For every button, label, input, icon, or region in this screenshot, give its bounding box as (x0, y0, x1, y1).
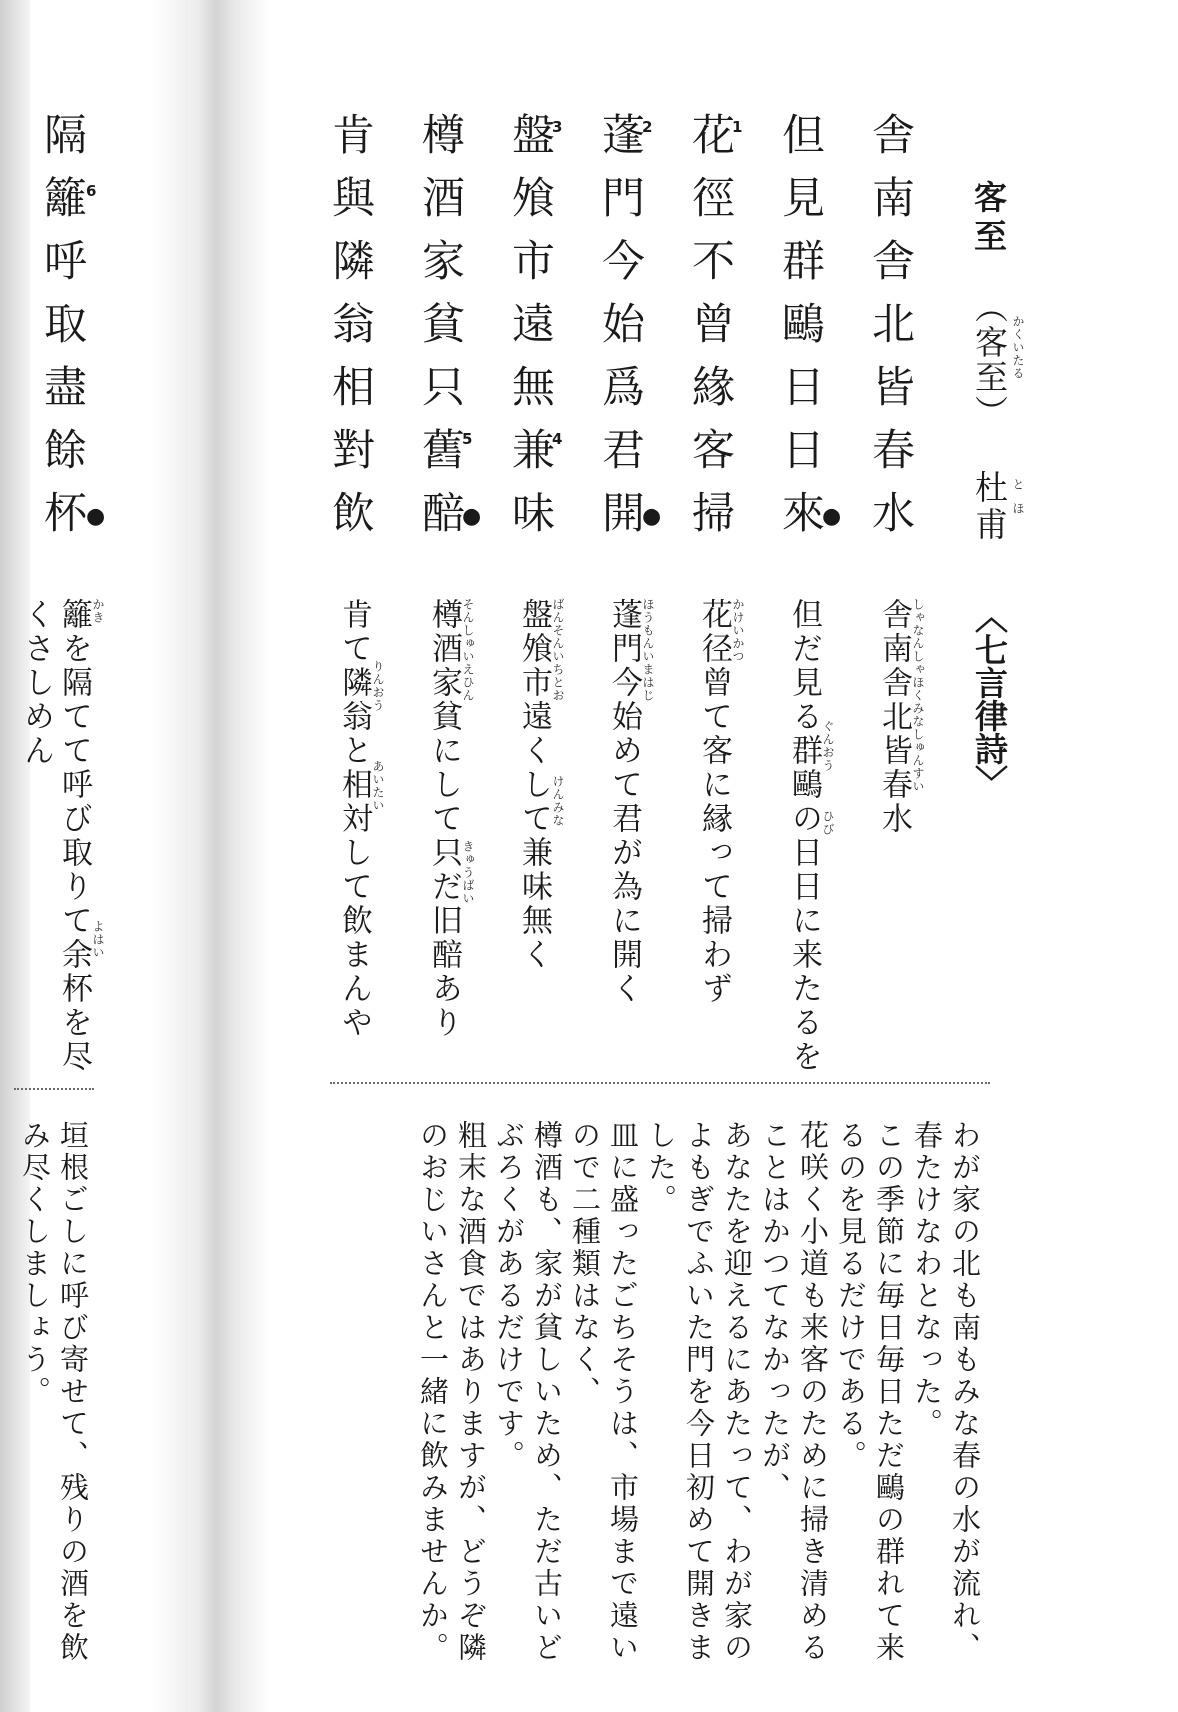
reading-line-3: 花径曾て客に縁って掃わず (696, 598, 732, 1006)
rhyme-dot-icon: ● (822, 504, 842, 529)
note-marker-6: 6 (86, 182, 97, 200)
reading-line-6: 樽酒家貧にして只だ旧醅あり (426, 598, 462, 1040)
translation-line: ので二種類はなく、 (568, 1120, 602, 1408)
dotted-divider (330, 1082, 990, 1084)
furigana: あいたい (371, 760, 385, 812)
kanbun-line-6: 樽酒家貧只舊醅 (415, 112, 465, 553)
translation-line: のおじいさんと一緒に飲みませんか。 (416, 1120, 450, 1664)
note-marker-5: 5 (462, 430, 473, 448)
furigana: かけいかつ (731, 598, 745, 663)
translation-line: 春たけなわとなった。 (910, 1120, 944, 1440)
kanbun-line-8: 隔籬呼取盡餘杯 (37, 112, 87, 553)
reading-line-2: 但だ見る群鷗の日日に来たるを (786, 598, 822, 1074)
translation-line: あなたを迎えるにあたって、わが家の (720, 1120, 754, 1664)
reading-line-8a: 籬を隔てて呼び取りて余杯を尽 (56, 598, 92, 1074)
furigana: ひび (821, 810, 835, 836)
rhyme-dot-icon: ● (86, 504, 106, 529)
poem-title: 客至 (969, 180, 1008, 258)
note-marker-4: 4 (552, 430, 563, 448)
translation-line: 樽酒も、家が貧しいため、ただ古いど (530, 1120, 564, 1664)
poem-genre: 〈七言律詩〉 (970, 600, 1009, 798)
furigana: けんみな (551, 775, 565, 827)
kanbun-line-5: 盤飧市遠無兼味 (505, 112, 555, 553)
rhyme-dot-icon: ● (462, 504, 482, 529)
furigana: よはい (91, 920, 105, 959)
furigana: きゅうばい (461, 840, 475, 905)
translation-line: 粗末な酒食ではありますが、どうぞ隣 (454, 1120, 488, 1664)
rhyme-dot-icon: ● (642, 504, 662, 529)
furigana: りんおう (371, 660, 385, 712)
title-furigana: かくいたる (1011, 315, 1025, 380)
note-marker-2: 2 (642, 118, 653, 136)
translation-line: み尽くしましょう。 (18, 1120, 52, 1408)
furigana: ぐんおう (821, 720, 835, 772)
note-marker-1: 1 (732, 118, 743, 136)
furigana: ほうもんいまはじ (641, 598, 655, 702)
page-edge-shadow (0, 0, 30, 1712)
furigana: しゃなんしゃほくみなしゅんすい (911, 598, 925, 793)
translation-line: るのを見るだけである。 (834, 1120, 868, 1472)
translation-line: 垣根ごしに呼び寄せて、残りの酒を飲 (56, 1120, 90, 1664)
author-furigana: とほ (1011, 478, 1025, 526)
dotted-divider-left (14, 1088, 94, 1090)
translation-line: 花咲く小道も来客のために掃き清める (796, 1120, 830, 1664)
furigana: ばんそんいちとお (551, 598, 565, 702)
translation-line: した。 (644, 1120, 678, 1216)
reading-line-5: 盤飧市遠くして兼味無く (516, 598, 552, 972)
book-gutter-shadow (150, 0, 270, 1712)
translation-line: よもぎでふいた門を今日初めて開きま (682, 1120, 716, 1664)
furigana: そんしゅいえひん (461, 598, 475, 702)
reading-line-4: 蓬門今始めて君が為に開く (606, 598, 642, 1006)
kanbun-line-3: 花徑不曾緣客掃 (685, 112, 735, 553)
translation-line: わが家の北も南もみな春の水が流れ、 (948, 1120, 982, 1664)
kanbun-line-4: 蓬門今始爲君開 (595, 112, 645, 553)
note-marker-3: 3 (552, 118, 563, 136)
translation-line: ぶろくがあるだけです。 (492, 1120, 526, 1472)
furigana: かき (91, 598, 105, 624)
poem-author: 杜甫 (970, 470, 1009, 544)
reading-line-8b: くさしめん (18, 598, 54, 768)
kanbun-line-7: 肯與隣翁相對飲 (325, 112, 375, 553)
reading-line-7: 肯て隣翁と相対して飲まんや (336, 598, 372, 1040)
translation-line: 皿に盛ったごちそうは、市場まで遠い (606, 1120, 640, 1664)
translation-line: ことはかつてなかったが、 (758, 1120, 792, 1504)
kanbun-line-1: 舎南舎北皆春水 (865, 112, 915, 553)
kanbun-line-2: 但見群鷗日日來 (775, 112, 825, 553)
reading-line-1: 舎南舎北皆春水 (876, 598, 912, 836)
poem-title-paren: （客至） (970, 290, 1009, 430)
translation-line: この季節に毎日毎日ただ鷗の群れて来 (872, 1120, 906, 1664)
